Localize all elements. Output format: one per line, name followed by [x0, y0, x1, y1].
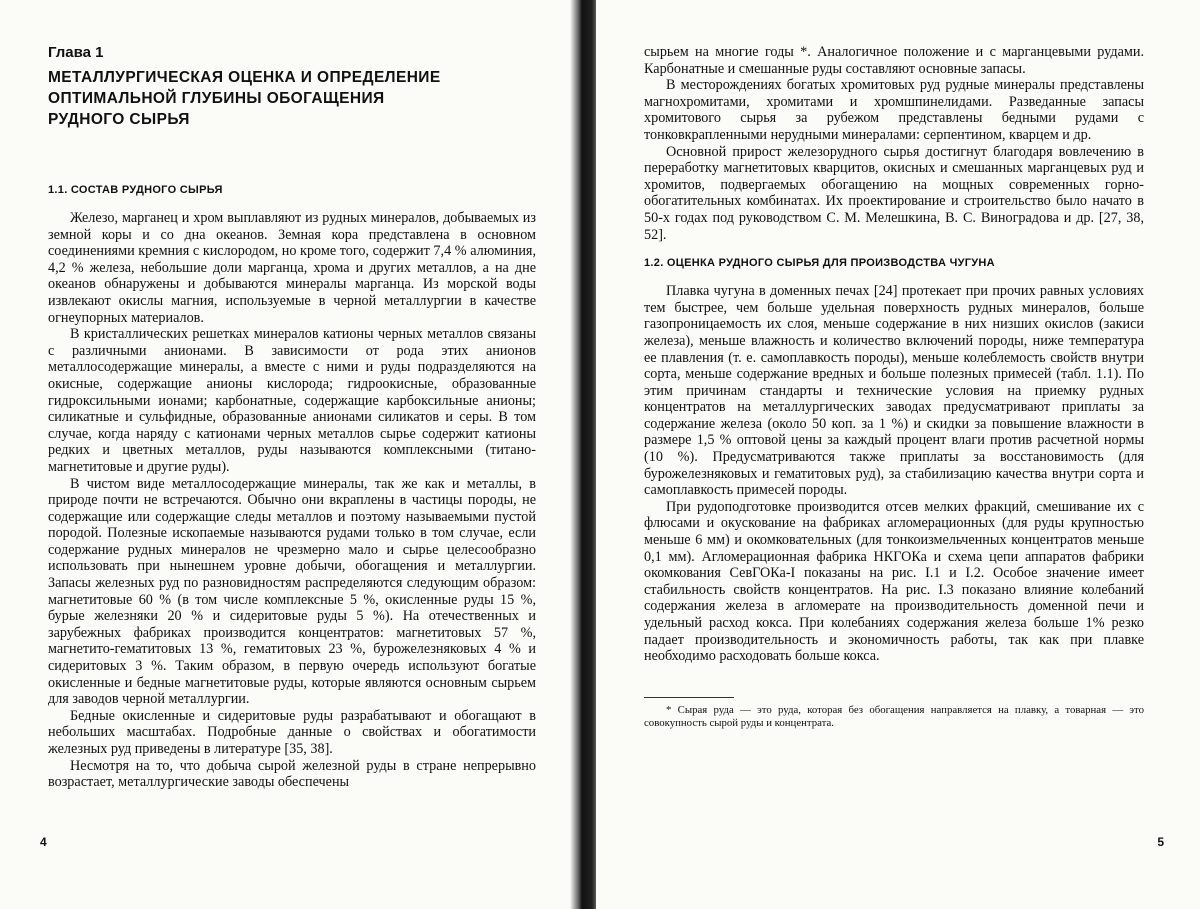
paragraph: При рудоподготовке производится отсев мелких фракций, смешивание их с флюсами и окускование на фабриках агломерационных (для руды крупностью меньше 6 мм) и окомковательных (для тонкоизмельченных концентратов меньше 0,1 мм). Агломерационная фабрика НКГОКа и схема цепи аппаратов фабрики окомкования СевГОКа-I показаны на рис. I.1 и I.2. Особое значение имеет стабильность свойств концентратов. На рис. I.3 показано влияние колебаний содержания железа в агломерате на производительность доменной печи и удельный расход кокса. При колебаниях содержания железа больше 1% резко падает производительность и экономичность работы, так как при плавке необходимо расходовать больше кокса. [644, 499, 1144, 665]
paragraph: В кристаллических решетках минералов катионы черных металлов связаны с различными анионами. В зависимости от рода этих анионов металлосодержащие минералы, а вместе с ними и руды подразделяются на окисные, содержащие анионы кислорода; гидроокисные, образованные гидроксильными ионами; карбонатные, содержащие карбоксильные анионы; силикатные и сульфидные, образованные анионами силикатов и серы. В том случае, когда наряду с катионами черных металлов сырье содержит катионы редких и цветных металлов, руды называются комплексными (титано-магнетитовые и другие руды). [48, 326, 536, 475]
paragraph: Железо, марганец и хром выплавляют из рудных минералов, добываемых из земной коры и со дна океанов. Земная кора представлена в основном соединениями кремния с кислородом, но кроме того, содержит 7,4 % алюминия, 4,2 % железа, небольшие доли марганца, хрома и других металлов, а на дне океанов обнаружены и добываются минералы марганца. Из морской воды извлекают окислы магния, используемые в черной металлургии в качестве огнеупорных материалов. [48, 210, 536, 326]
paragraph: Плавка чугуна в доменных печах [24] протекает при прочих равных условиях тем быстрее, чем больше удельная поверхность рудных минералов, больше газопроницаемость их слоя, меньше содержание в них низших окислов (закиси железа), меньше влажность и количество включений породы, ниже температура ее плавления (т. е. самоплавкость породы), меньше колеблемость свойств внутри сорта, меньше содержание вредных и больше полезных примесей (табл. 1.1). По этим причинам стандарты и технические условия на приемку рудных концентратов на металлургических заводах предусматривают приплаты за содержание железа (около 50 коп. за 1 %) и скидки за повышение влажности в размере 1,5 % оптовой цены за каждый процент влаги против расчетной нормы (10 %). Предусматриваются также приплаты за восстановимость (для бурожелезняковых и гематитовых руд), за стабилизацию качества внутри сорта и самоплавкость примесей породы. [644, 283, 1144, 499]
chapter-title-line: МЕТАЛЛУРГИЧЕСКАЯ ОЦЕНКА И ОПРЕДЕЛЕНИЕ [48, 67, 536, 88]
section-heading-1-2: 1.2. ОЦЕНКА РУДНОГО СЫРЬЯ ДЛЯ ПРОИЗВОДСТВА ЧУГУНА [644, 257, 1144, 269]
left-page [0, 0, 582, 909]
right-page-content [644, 44, 1144, 730]
right-page [596, 0, 1200, 909]
paragraph: Бедные окисленные и сидеритовые руды разрабатывают и обогащают в небольших масштабах. Подробные данные о свойствах и обогатимости железных руд приведены в литературе [35, 38]. [48, 708, 536, 758]
chapter-label: Глава 1 [48, 44, 536, 61]
left-page-content [48, 44, 536, 791]
chapter-title-line: ОПТИМАЛЬНОЙ ГЛУБИНЫ ОБОГАЩЕНИЯ [48, 88, 536, 109]
paragraph: Несмотря на то, что добыча сырой железной руды в стране непрерывно возрастает, металлургические заводы обеспечены [48, 758, 536, 791]
paragraph: В чистом виде металлосодержащие минералы, так же как и металлы, в природе почти не встречаются. Обычно они вкраплены в частицы породы, не содержащие или содержащие следы металлов и поэтому называемыми пустой породой. Полезные ископаемые называются рудами только в том случае, если содержание рудных минералов не чрезмерно мало и сырье целесообразно использовать при нынешнем уровне добычи, обогащения и металлургии. Запасы железных руд по разновидностям распределяются следующим образом: магнетитовые 60 % (в том числе комплексные 5 %, окисленные руды 15 %, бурые железняки 20 % и сидеритовые руды 5 %). На отечественных и зарубежных фабриках производится концентратов: магнетитовых 57 %, магнетито-гематитовых 13 %, гематитовых 23 %, бурожелезняковых 4 % и сидеритовых 3 %. Таким образом, в первую очередь используют богатые окисленные и бедные магнетитовые руды, которые являются основным сырьем для заводов черной металлургии. [48, 476, 536, 708]
chapter-title [48, 67, 536, 130]
page-number-left: 4 [40, 835, 47, 849]
footnote-divider [644, 697, 734, 698]
footnote: * Сырая руда — это руда, которая без обогащения направляется на плавку, а товарная — это совокупность сырой руды и концентрата. [644, 704, 1144, 730]
section-heading-1-1: 1.1. СОСТАВ РУДНОГО СЫРЬЯ [48, 184, 536, 196]
book-spread [0, 0, 1200, 909]
paragraph: В месторождениях богатых хромитовых руд рудные минералы представлены магнохромитами, хромитами и хромшпинелидами. Разведанные запасы хромитового сырья за рубежом представлены бедными рудами с тонковкрапленными нерудными минералами: серпентином, кварцем и др. [644, 77, 1144, 143]
paragraph: Основной прирост железорудного сырья достигнут благодаря вовлечению в переработку магнетитовых кварцитов, окисных и смешанных марганцевых руд и хромитов, подвергаемых обогащению на мощных современных горно-обогатительных комбинатах. Их проектирование и строительство было начато в 50-х годах под руководством С. М. Мелешкина, В. С. Виноградова и др. [27, 38, 52]. [644, 144, 1144, 244]
chapter-title-line: РУДНОГО СЫРЬЯ [48, 109, 536, 130]
paragraph: сырьем на многие годы *. Аналогичное положение и с марганцевыми рудами. Карбонатные и смешанные руды составляют основные запасы. [644, 44, 1144, 77]
page-number-right: 5 [1157, 835, 1164, 849]
